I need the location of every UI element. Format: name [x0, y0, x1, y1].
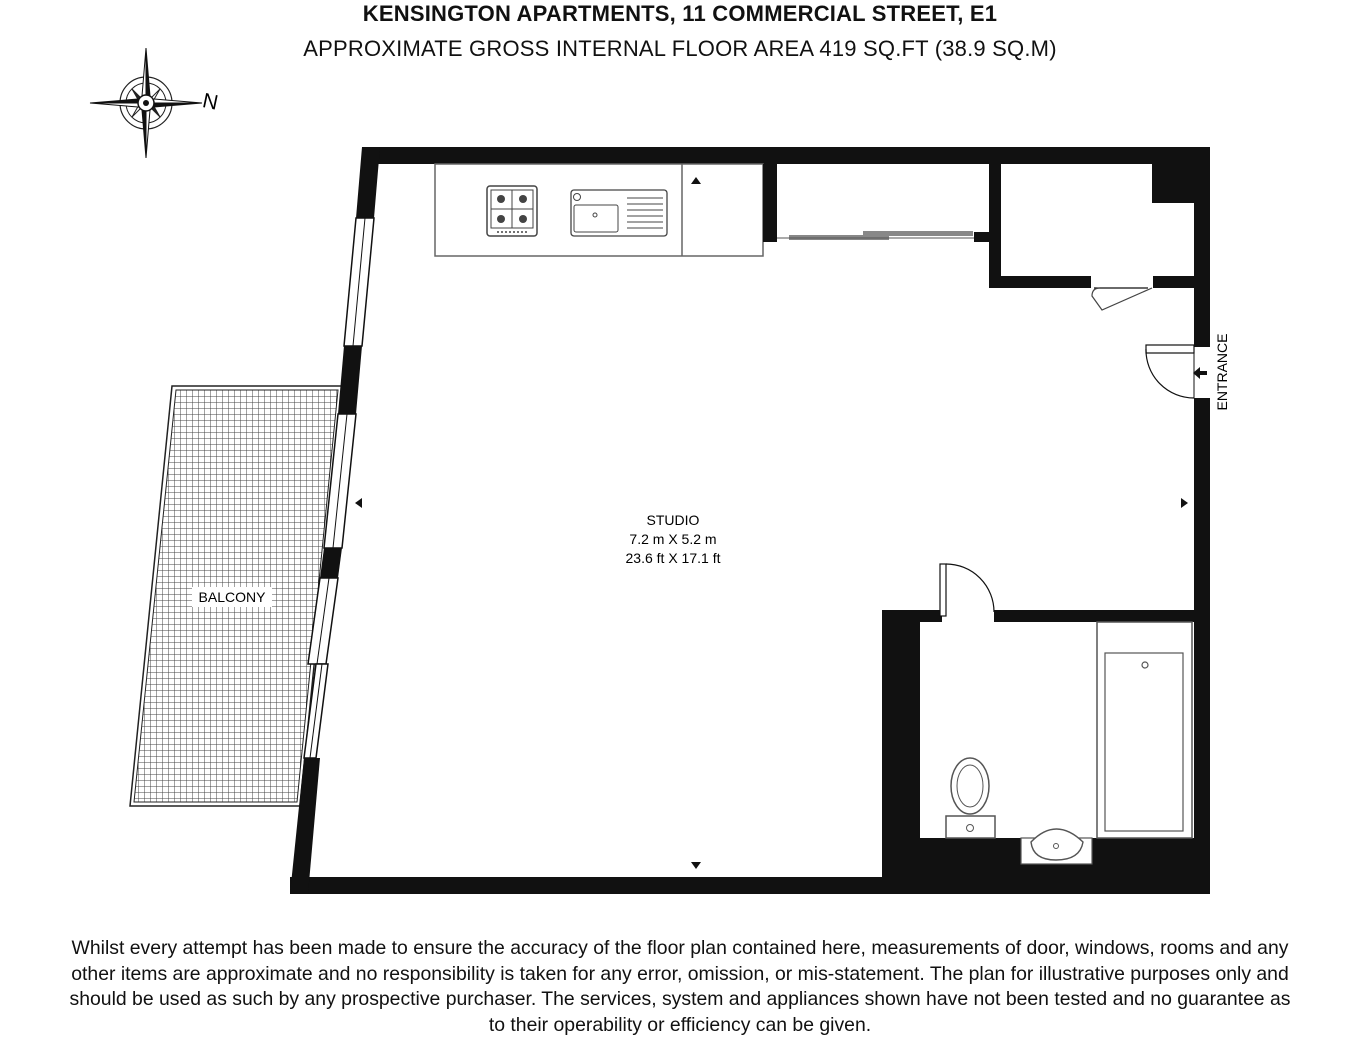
outer-walls [290, 147, 1210, 894]
plan-title: KENSINGTON APARTMENTS, 11 COMMERCIAL STREET, E1 [362, 1, 998, 26]
entrance-door [1146, 345, 1194, 398]
toilet-icon [946, 758, 995, 838]
disclaimer-line: Whilst every attempt has been made to ensure the accuracy of the floor plan contained here, measurements of door, windows, rooms and any [71, 937, 1289, 959]
studio-metric-size: 7.2 m X 5.2 m [629, 531, 717, 547]
bathroom-walls [882, 610, 1194, 622]
bathroom-door [940, 564, 994, 616]
bathtub-icon [1097, 622, 1192, 838]
disclaimer-line: other items are approximate and no responsibility is taken for any error, omission, or mis-statement. The plan for illustrative purposes only and [71, 962, 1289, 985]
dimension-arrow-right-icon [1181, 498, 1188, 508]
washbasin-icon [1021, 829, 1092, 864]
entrance-label: ENTRANCE [1214, 333, 1230, 411]
studio-name: STUDIO [646, 512, 700, 528]
dimension-arrow-left-icon [355, 498, 362, 508]
disclaimer [4, 936, 1356, 1038]
wardrobe [763, 164, 1001, 288]
dimension-arrow-bottom-icon [691, 862, 701, 869]
floor-area-subtitle: APPROXIMATE GROSS INTERNAL FLOOR AREA 419 SQ.FT (38.9 SQ.M) [303, 36, 1057, 61]
storage-cupboard [989, 276, 1194, 310]
entrance-arrow-icon [1193, 367, 1207, 379]
disclaimer-line: to their operability or efficiency can be given. [488, 1013, 872, 1036]
sink-icon [571, 190, 667, 236]
studio-imperial-size: 23.6 ft X 17.1 ft [625, 550, 721, 566]
hob-icon [487, 186, 537, 236]
compass-north-label: N [200, 89, 221, 115]
balcony-label: BALCONY [198, 589, 266, 605]
compass-icon [90, 48, 202, 158]
disclaimer-line: should be used as such by any prospective purchaser. The services, system and appliances shown have not been tested and no guarantee as [69, 988, 1291, 1010]
